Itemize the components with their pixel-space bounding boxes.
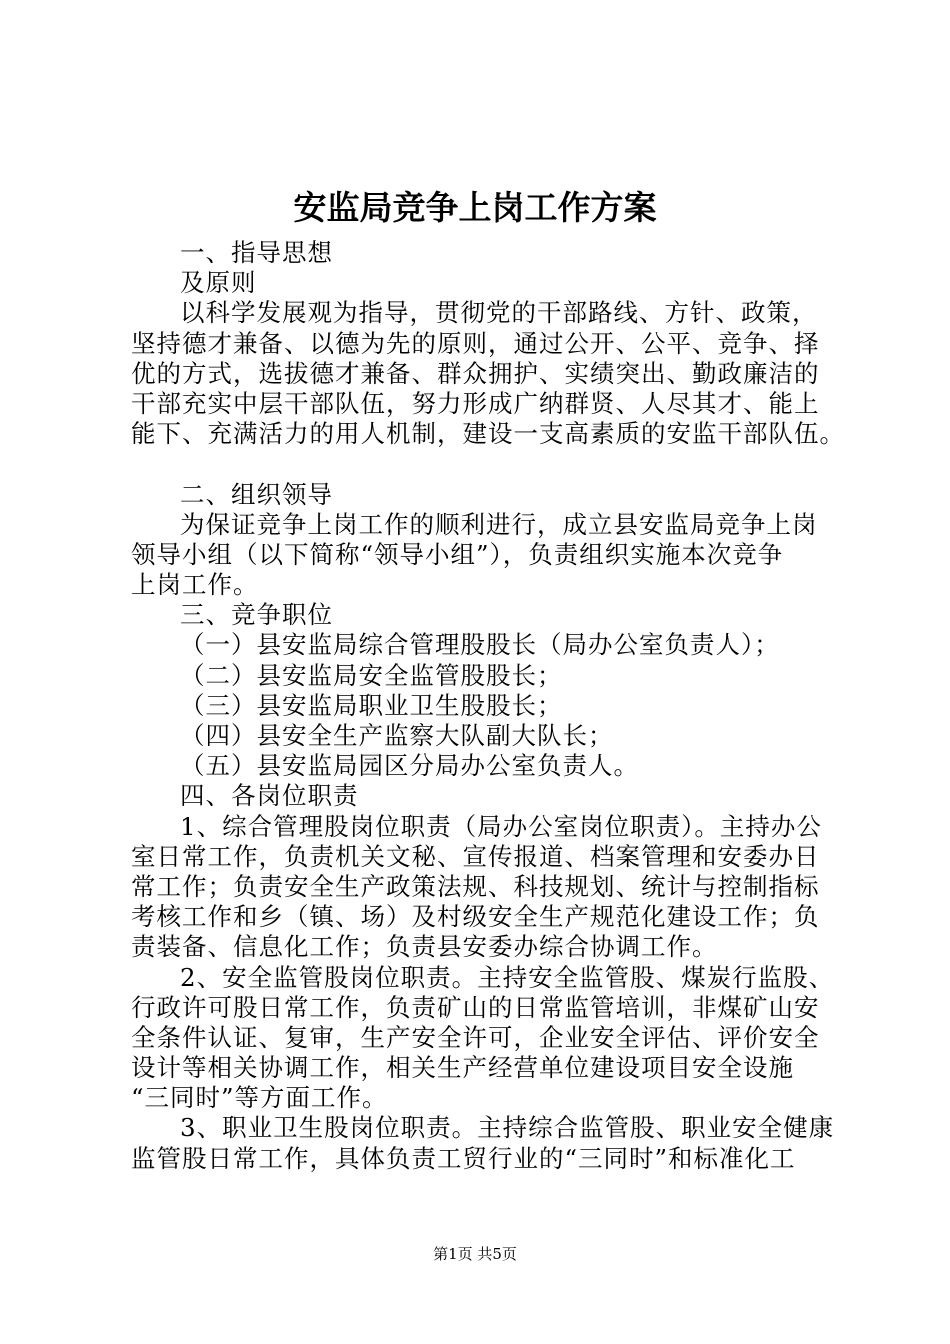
paragraph-spacer xyxy=(131,449,831,479)
position-item: （二）县安监局安全监管股股长； xyxy=(180,660,563,690)
paragraph-line: 设计等相关协调工作，相关生产经营单位建设项目安全设施 xyxy=(131,1053,794,1083)
paragraph-line: 坚持德才兼备、以德为先的原则，通过公开、公平、竞争、择 xyxy=(131,328,820,358)
paragraph-line: 室日常工作，负责机关文秘、宣传报道、档案管理和安委办日 xyxy=(131,841,820,871)
paragraph-line: 责装备、信息化工作；负责县安委办综合协调工作。 xyxy=(131,932,718,962)
paragraph-line: 常工作；负责安全生产政策法规、科技规划、统计与控制指标 xyxy=(131,871,820,901)
paragraph-line: 监管股日常工作，具体负责工贸行业的“三同时”和标准化工 xyxy=(131,1143,796,1173)
paragraph-line: 3、职业卫生股岗位职责。主持综合监管股、职业安全健康 xyxy=(180,1113,835,1143)
page-footer: 第1页 共5页 xyxy=(433,1245,517,1263)
position-item: （三）县安监局职业卫生股股长； xyxy=(180,690,563,720)
paragraph-line: 考核工作和乡（镇、场）及村级安全生产规范化建设工作；负 xyxy=(131,902,820,932)
paragraph-line: 干部充实中层干部队伍，努力形成广纳群贤、人尽其才、能上 xyxy=(131,388,820,418)
position-item: （一）县安监局综合管理股股长（局办公室负责人）； xyxy=(180,630,780,660)
paragraph-line: 能下、充满活力的用人机制，建设一支高素质的安监干部队伍。 xyxy=(131,419,845,449)
position-item: （五）县安监局园区分局办公室负责人。 xyxy=(180,751,639,781)
section-heading-guiding-ideology: 一、指导思想 xyxy=(180,238,333,267)
section-heading-duties: 四、各岗位职责 xyxy=(180,781,359,811)
paragraph-line: 全条件认证、复审，生产安全许可，企业安全评估、评价安全 xyxy=(131,1022,820,1052)
paragraph-line: 以科学发展观为指导，贯彻党的干部路线、方针、政策， xyxy=(180,298,818,328)
paragraph-line: 1、综合管理股岗位职责（局办公室岗位职责）。主持办公 xyxy=(180,811,822,841)
paragraph-line: 上岗工作。 xyxy=(131,570,259,600)
paragraph-line: 领导小组（以下简称“领导小组”），负责组织实施本次竞争 xyxy=(131,539,784,569)
document-title: 安监局竞争上岗工作方案 xyxy=(293,188,657,227)
section-heading-positions: 三、竞争职位 xyxy=(180,600,333,630)
paragraph-line: 为保证竞争上岗工作的顺利进行，成立县安监局竞争上岗 xyxy=(180,509,818,539)
section-heading-principles: 及原则 xyxy=(180,268,257,298)
paragraph-line: 2、安全监管股岗位职责。主持安全监管股、煤炭行监股、 xyxy=(180,962,835,992)
paragraph-line: “三同时”等方面工作。 xyxy=(131,1083,388,1113)
position-item: （四）县安全生产监察大队副大队长； xyxy=(180,721,614,750)
paragraph-line: 行政许可股日常工作，负责矿山的日常监管培训，非煤矿山安 xyxy=(131,992,820,1022)
document-body xyxy=(131,238,845,1174)
section-heading-organization: 二、组织领导 xyxy=(180,479,333,509)
paragraph-line: 优的方式，选拔德才兼备、群众拥护、实绩突出、勤政廉洁的 xyxy=(131,358,820,388)
